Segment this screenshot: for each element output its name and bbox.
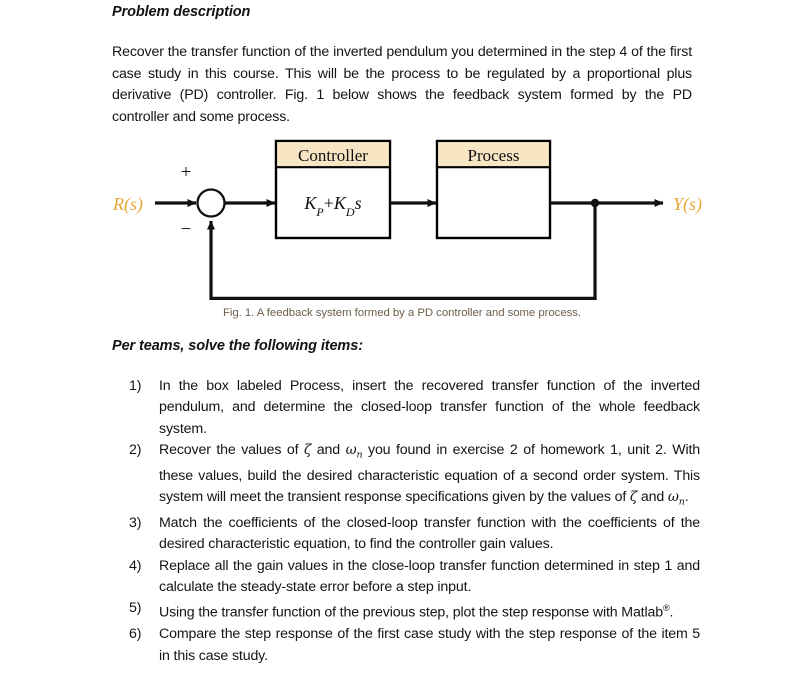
list-item-text: Replace all the gain values in the close-loop transfer function determined in step 1 and calculate the steady-state error before a step input. (159, 557, 700, 596)
formula-s: s (354, 193, 362, 213)
intro-paragraph: Recover the transfer function of the inverted pendulum you determined in the step 4 of the first case study in this course. This will be the process to be regulated by a proportional plus derivative (PD) controller. Fig. 1 below shows the feedback system formed by the PD controller and some process. (112, 44, 692, 125)
list-item-number: 3) (129, 515, 142, 532)
math-symbol-subscript: n (356, 449, 363, 461)
figure-caption: Fig. 1. A feedback system formed by a PD controller and some process. (222, 307, 582, 319)
gain-kp-subscript: P (316, 205, 324, 219)
tasks-list (128, 376, 700, 667)
list-item (128, 598, 700, 624)
input-label: R(s) (113, 194, 143, 214)
list-item-text: Compare the step response of the first case study with the step response of the item 5 in this case study. (159, 626, 700, 664)
list-item-text: Recover the values of ζ and $\omega_n$ you found in exercise 2 of homework 1, unit 2. With these values, build the desired characteristic equation of a second order system. This system will meet the transient response specifications given by the values of ζ and $\omega_n$. (159, 441, 700, 508)
list-item (128, 624, 700, 667)
formula-plus: + (323, 193, 334, 213)
math-symbol: ζ (629, 489, 638, 506)
summing-junction-minus-sign: − (180, 219, 192, 240)
list-item (128, 556, 700, 599)
list-item-text: Using the transfer function of the previous step, plot the step response with Matlab®. (159, 603, 674, 622)
registered-trademark-symbol: ® (662, 603, 670, 614)
summing-junction-plus-sign: + (180, 162, 192, 183)
gain-kp-letter: K (304, 193, 317, 213)
list-item (128, 513, 700, 556)
list-item-text: In the box labeled Process, insert the recovered transfer function of the inverted pendulum, and determine the closed-loop transfer function of the whole feedback system. (159, 378, 700, 437)
process-block-header-label: Process (467, 146, 520, 165)
controller-block-header-label: Controller (298, 146, 368, 165)
feedback-block-diagram (0, 125, 804, 310)
items-section-heading: Per teams, solve the following items: (112, 338, 363, 354)
gain-kd-subscript: D (345, 205, 355, 219)
gain-kd-letter: K (333, 193, 346, 213)
list-item-number: 4) (129, 557, 142, 574)
controller-block (276, 141, 390, 238)
list-item (128, 376, 700, 440)
process-block (437, 141, 550, 238)
math-symbol: ζ (304, 441, 312, 458)
list-item-number: 6) (129, 626, 142, 643)
math-symbol: $\omega_n$ (667, 489, 685, 508)
output-label: Y(s) (673, 194, 703, 214)
list-item-number: 2) (129, 441, 142, 458)
list-item-number: 5) (129, 600, 142, 617)
summing-junction (198, 190, 225, 217)
list-item (128, 440, 700, 513)
list-item-text: Match the coefficients of the closed-loop transfer function with the coefficients of the desired characteristic equation, to find the controller gain values. (159, 515, 700, 553)
list-item-number: 1) (129, 378, 142, 394)
math-symbol: $\omega_n$ (345, 441, 363, 461)
math-symbol-subscript: n (678, 496, 685, 508)
page-title: Problem description (112, 4, 251, 20)
